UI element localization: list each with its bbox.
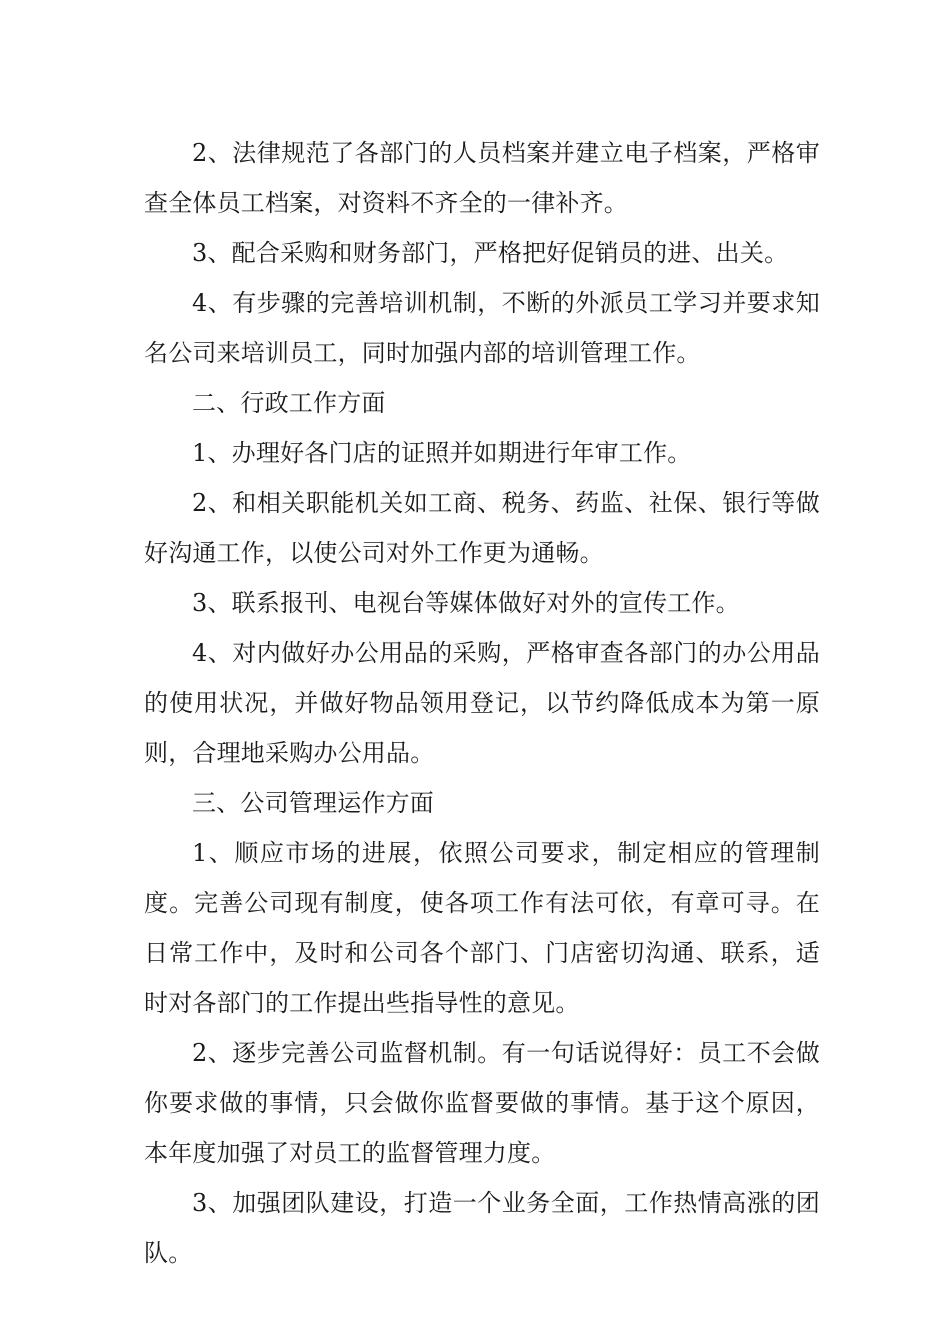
paragraph: 4、对内做好办公用品的采购，严格审查各部门的办公用品的使用状况，并做好物品领用登记，以节约降低成本为第一原则，合理地采购办公用品。 [144,639,820,767]
paragraph: 2、法律规范了各部门的人员档案并建立电子档案，严格审查全体员工档案，对资料不齐全的一律补齐。 [144,139,820,217]
paragraph: 3、联系报刊、电视台等媒体做好对外的宣传工作。 [192,589,740,617]
paragraph: 4、有步骤的完善培训机制，不断的外派员工学习并要求知名公司来培训员工，同时加强内部的培训管理工作。 [144,289,820,367]
paragraph: 1、顺应市场的进展，依照公司要求，制定相应的管理制度。完善公司现有制度，使各项工作有法可依，有章可寻。在日常工作中，及时和公司各个部门、门店密切沟通、联系，适时对各部门的工作提出些指导性的意见。 [144,839,820,1017]
document-body [144,128,820,1278]
section-heading: 三、公司管理运作方面 [192,789,434,817]
section-heading: 二、行政工作方面 [192,389,386,417]
paragraph: 1、办理好各门店的证照并如期进行年审工作。 [192,439,692,467]
paragraph: 2、和相关职能机关如工商、税务、药监、社保、银行等做好沟通工作，以使公司对外工作更为通畅。 [144,489,820,567]
paragraph: 3、加强团队建设，打造一个业务全面，工作热情高涨的团队。 [144,1189,820,1267]
paragraph: 3、配合采购和财务部门，严格把好促销员的进、出关。 [192,239,789,267]
paragraph: 2、逐步完善公司监督机制。有一句话说得好：员工不会做你要求做的事情，只会做你监督要做的事情。基于这个原因，本年度加强了对员工的监督管理力度。 [144,1039,820,1167]
